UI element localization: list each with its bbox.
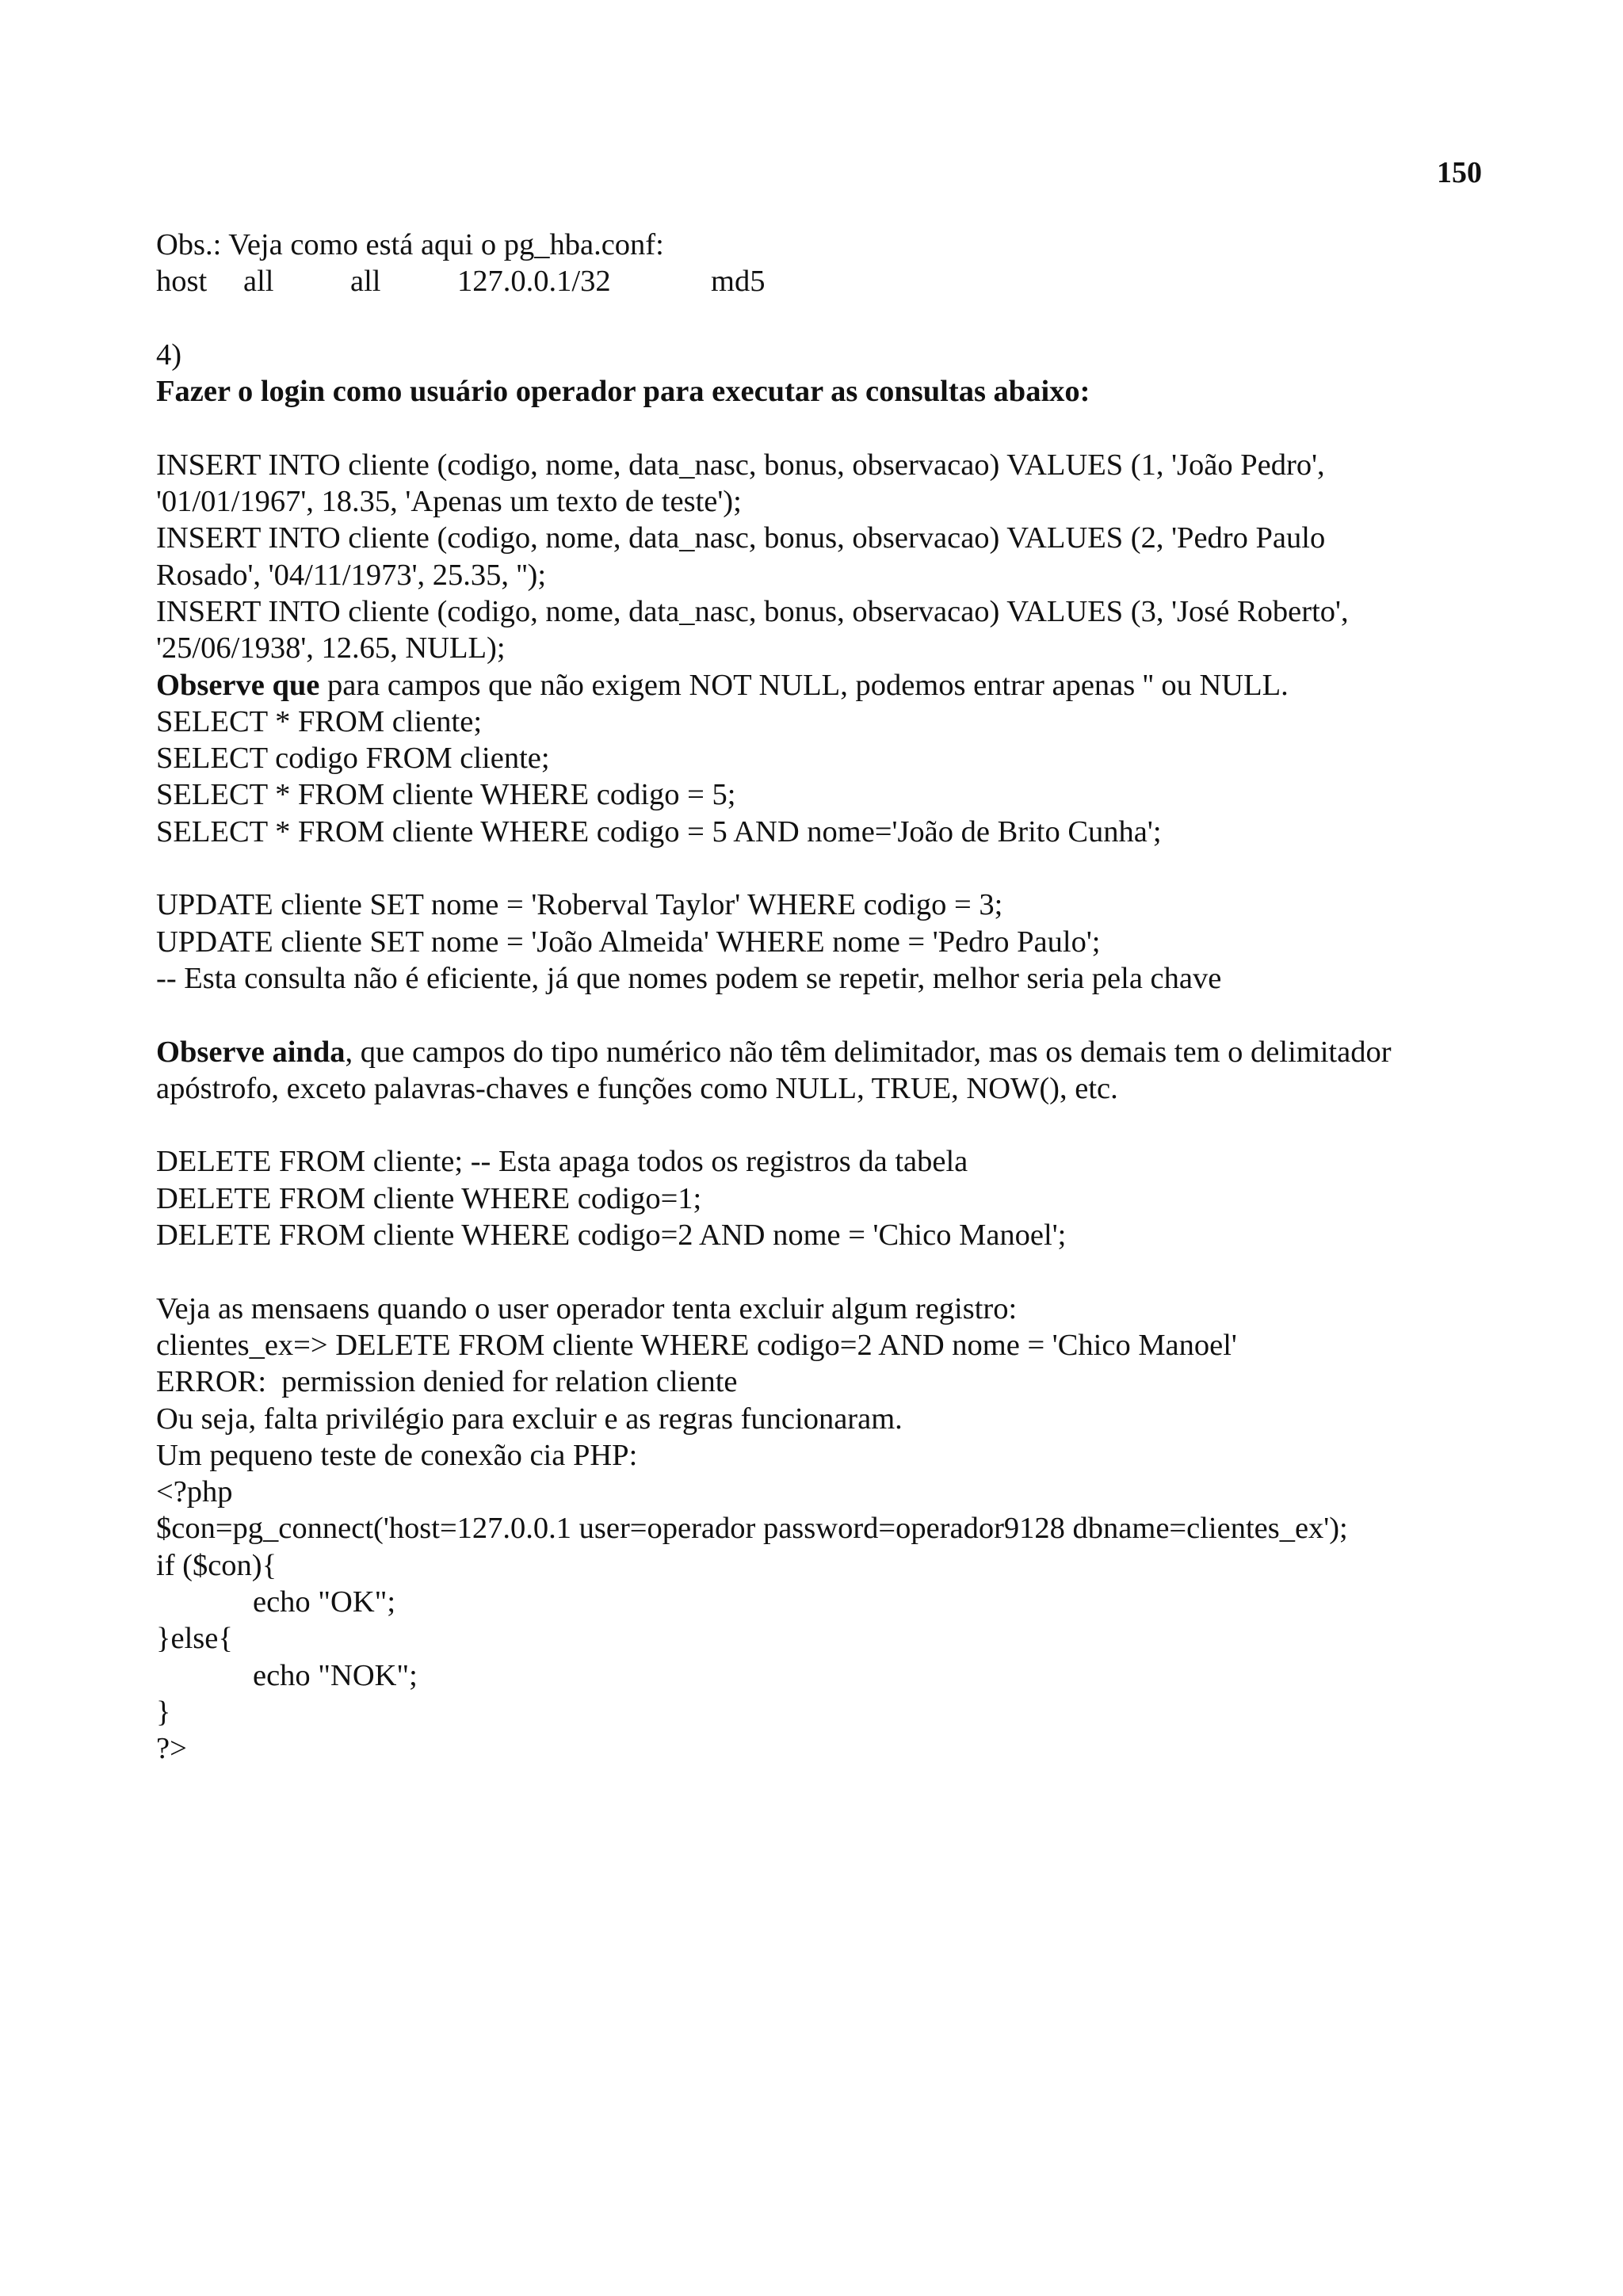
pg-hba-entry [156, 263, 1551, 299]
sql-comment: -- Esta consulta não é eficiente, já que nomes podem se repetir, melhor seria pela chave [156, 961, 1222, 995]
message-line: Ou seja, falta privilégio para excluir e as regras funcionaram. [156, 1402, 903, 1436]
delete-line: DELETE FROM cliente; -- Esta apaga todos os registros da tabela [156, 1145, 968, 1179]
delete-line: DELETE FROM cliente WHERE codigo=1; [156, 1181, 702, 1215]
observe-que-note [156, 667, 1551, 704]
step-heading: Fazer o login como usuário operador para executar as consultas abaixo: [156, 375, 1090, 409]
select-line: SELECT * FROM cliente; [156, 704, 483, 738]
update-line: UPDATE cliente SET nome = 'Roberval Taylor' WHERE codigo = 3; [156, 888, 1003, 922]
message-line: Um pequeno teste de conexão cia PHP: [156, 1438, 638, 1472]
php-close-tag: ?> [156, 1732, 187, 1766]
php-echo-nok: echo "NOK"; [253, 1658, 418, 1692]
observe-ainda-note [156, 1034, 1551, 1070]
insert-line: INSERT INTO cliente (codigo, nome, data_nasc, bonus, observacao) VALUES (1, 'João Pedro', [156, 448, 1325, 482]
select-line: SELECT codigo FROM cliente; [156, 742, 550, 776]
page-number: 150 [1437, 156, 1482, 189]
select-line: SELECT * FROM cliente WHERE codigo = 5; [156, 778, 736, 812]
hba-address: 127.0.0.1/32 [457, 265, 611, 299]
observe-que-text: para campos que não exigem NOT NULL, podemos entrar apenas '' ou NULL. [319, 668, 1289, 702]
insert-line: INSERT INTO cliente (codigo, nome, data_nasc, bonus, observacao) VALUES (3, 'José Roberto', [156, 594, 1349, 628]
spacer [156, 997, 1551, 1033]
select-line: SELECT * FROM cliente WHERE codigo = 5 AND nome='João de Brito Cunha'; [156, 814, 1162, 849]
hba-type: host [156, 265, 208, 299]
spacer [156, 410, 1551, 446]
hba-user: all [350, 265, 381, 299]
spacer [156, 1253, 1551, 1290]
spacer [156, 850, 1551, 887]
php-close-brace: } [156, 1695, 171, 1729]
step-number: 4) [156, 338, 182, 372]
php-connect-line: $con=pg_connect('host=127.0.0.1 user=operador password=operador9128 dbname=clientes_ex'); [156, 1512, 1348, 1546]
insert-line: '01/01/1967', 18.35, 'Apenas um texto de teste'); [156, 485, 742, 519]
php-else-line: }else{ [156, 1622, 233, 1656]
hba-method: md5 [711, 265, 766, 299]
document-body [156, 227, 1551, 1767]
message-line: clientes_ex=> DELETE FROM cliente WHERE codigo=2 AND nome = 'Chico Manoel' [156, 1328, 1237, 1362]
hba-database: all [243, 265, 274, 299]
error-message: ERROR: permission denied for relation cliente [156, 1365, 738, 1399]
observe-ainda-text: , que campos do tipo numérico não têm delimitador, mas os demais tem o delimitador [345, 1035, 1392, 1069]
spacer [156, 300, 1551, 337]
delete-line: DELETE FROM cliente WHERE codigo=2 AND nome = 'Chico Manoel'; [156, 1219, 1067, 1253]
observe-ainda-line2: apóstrofo, exceto palavras-chaves e funções como NULL, TRUE, NOW(), etc. [156, 1071, 1118, 1105]
insert-line: INSERT INTO cliente (codigo, nome, data_nasc, bonus, observacao) VALUES (2, 'Pedro Paulo [156, 521, 1326, 555]
observe-ainda-label: Observe ainda [156, 1035, 346, 1069]
spacer [156, 1107, 1551, 1143]
php-if-line: if ($con){ [156, 1548, 277, 1582]
php-open-tag: <?php [156, 1475, 233, 1509]
update-line: UPDATE cliente SET nome = 'João Almeida' WHERE nome = 'Pedro Paulo'; [156, 925, 1101, 959]
obs-line: Obs.: Veja como está aqui o pg_hba.conf: [156, 228, 664, 261]
message-line: Veja as mensaens quando o user operador tenta excluir algum registro: [156, 1291, 1018, 1325]
php-echo-ok: echo "OK"; [253, 1585, 396, 1619]
insert-line: '25/06/1938', 12.65, NULL); [156, 631, 506, 666]
observe-que-label: Observe que [156, 668, 320, 702]
insert-line: Rosado', '04/11/1973', 25.35, ''); [156, 558, 547, 592]
